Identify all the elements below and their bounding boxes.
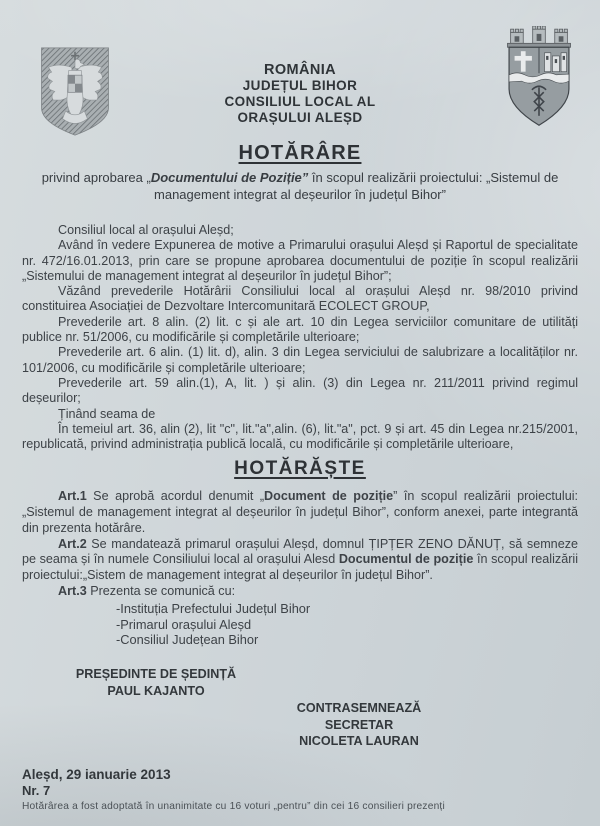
secretary-title: SECRETAR — [324, 717, 394, 732]
article-2-text-post: în scopul realizării proiectului:„Sistem de management integrat al deșeurilor în județul Bihor”. — [22, 552, 578, 582]
subtitle-post: în scopul realizării proiectului: „Sistemul de management integrat al deșeurilor în județul Bihor” — [154, 170, 559, 202]
adoption-note: Hotărârea a fost adoptată în unanimitate cu 16 voturi „pentru” din cei 16 consilieri prezenți — [22, 801, 445, 812]
header-council-line2: ORAȘULUI ALEȘD — [237, 110, 363, 125]
place-and-date: Aleșd, 29 ianuarie 2013 — [22, 767, 171, 782]
secretary-signature-block — [281, 700, 437, 750]
article-1-text-post: ” în scopul realizării proiectului: „Sistemul de management integrat al deșeurilor în județul Bihor”, conform anexei, parte integrantă din prezenta hotărâre. — [22, 489, 578, 535]
president-title: PREȘEDINTE DE ȘEDINȚĂ — [75, 667, 237, 681]
decision-title: HOTĂRĂȘTE — [234, 458, 366, 480]
recipient-item: -Primarul orașului Aleșd — [116, 616, 252, 632]
alesd-coat-of-arms-icon — [498, 26, 580, 130]
preamble-paragraph: Având în vedere Expunerea de motive a Primarului orașului Aleșd și Raportul de specialitate nr. 472/16.01.2013, prin care se propune aprobarea documentului de poziție în scopul realizării „Sistemului de management integrat al deșeurilor în județul Bihor”; — [22, 238, 578, 283]
article-1-label: Art.1 — [58, 489, 87, 504]
preamble-paragraph: Văzând prevederile Hotărârii Consiliului local al orașului Aleșd nr. 98/2010 privind constituirea Asociației de Dezvoltare Intercomunitară ECOLECT GROUP, — [22, 284, 578, 314]
article-2-label: Art.2 — [58, 536, 87, 551]
recipient-item: -Instituția Prefectului Județul Bihor — [116, 601, 311, 617]
president-signature-block — [56, 666, 256, 699]
secretary-name: NICOLETA LAURAN — [299, 734, 419, 748]
article-3-label: Art.3 — [58, 583, 87, 598]
header-country: ROMÂNIA — [263, 62, 337, 78]
preamble-paragraph: Ținând seama de — [58, 406, 156, 421]
article-1-emphasis: Document de poziție — [264, 489, 394, 504]
article-2-emphasis: Documentul de poziție — [338, 552, 474, 567]
article-1 — [22, 489, 578, 536]
article-2-text-pre: Se mandatează primarul orașului Aleșd, domnul ȚIPȚER ZENO DĂNUȚ, să semneze pe seama și în numele Consiliului local al orașului Alesd — [22, 536, 578, 567]
recipient-item: -Consiliul Județean Bihor — [116, 632, 259, 648]
preamble-paragraph: Prevederile art. 8 alin. (2) lit. c și ale art. 10 din Legea serviciilor comunitare de utilități publice nr. 51/2006, cu modificările și completările ulterioare; — [22, 314, 578, 345]
articles-section — [22, 489, 578, 599]
header-county: JUDEȚUL BIHOR — [242, 78, 358, 93]
header-council-line1: CONSILIUL LOCAL AL — [224, 94, 376, 109]
decision-number: Nr. 7 — [22, 783, 51, 798]
article-3 — [22, 584, 578, 600]
recipients-list — [116, 601, 600, 648]
preamble-paragraph: Consiliul local al orașului Aleșd; — [58, 223, 234, 237]
preamble-paragraph: Prevederile art. 59 alin.(1), A, lit. ) și alin. (3) din Legea nr. 211/2011 privind regimul deșeurilor; — [22, 375, 578, 406]
preamble-section — [22, 223, 578, 452]
document-footer — [22, 766, 578, 812]
article-2 — [22, 537, 578, 584]
subtitle-emphasis: Documentului de Poziție” — [150, 170, 309, 185]
article-3-text: Prezenta se comunică cu: — [86, 583, 236, 598]
article-1-text-pre: Se aprobă acordul denumit „ — [86, 489, 265, 504]
subtitle-pre: privind aprobarea „ — [41, 170, 151, 185]
document-subtitle — [24, 170, 576, 203]
preamble-paragraph: În temeiul art. 36, alin (2), lit "c", lit."a",alin. (6), lit."a", pct. 9 și art. 45 din Legea nr.215/2001, republicată, privind administrația publică locală, cu modificările și completările ulterioare, — [22, 421, 578, 452]
document-title: HOTĂRÂRE — [238, 142, 362, 164]
president-name: PAUL KAJANTO — [107, 683, 205, 698]
countersign-label: CONTRASEMNEAZĂ — [296, 701, 422, 715]
preamble-paragraph: Prevederile art. 6 alin. (1) lit. d), alin. 3 din Legea serviciului de salubrizare a localităților nr. 101/2006, cu modificările și completările ulterioare; — [22, 345, 578, 375]
romania-coat-of-arms-icon — [36, 44, 114, 139]
